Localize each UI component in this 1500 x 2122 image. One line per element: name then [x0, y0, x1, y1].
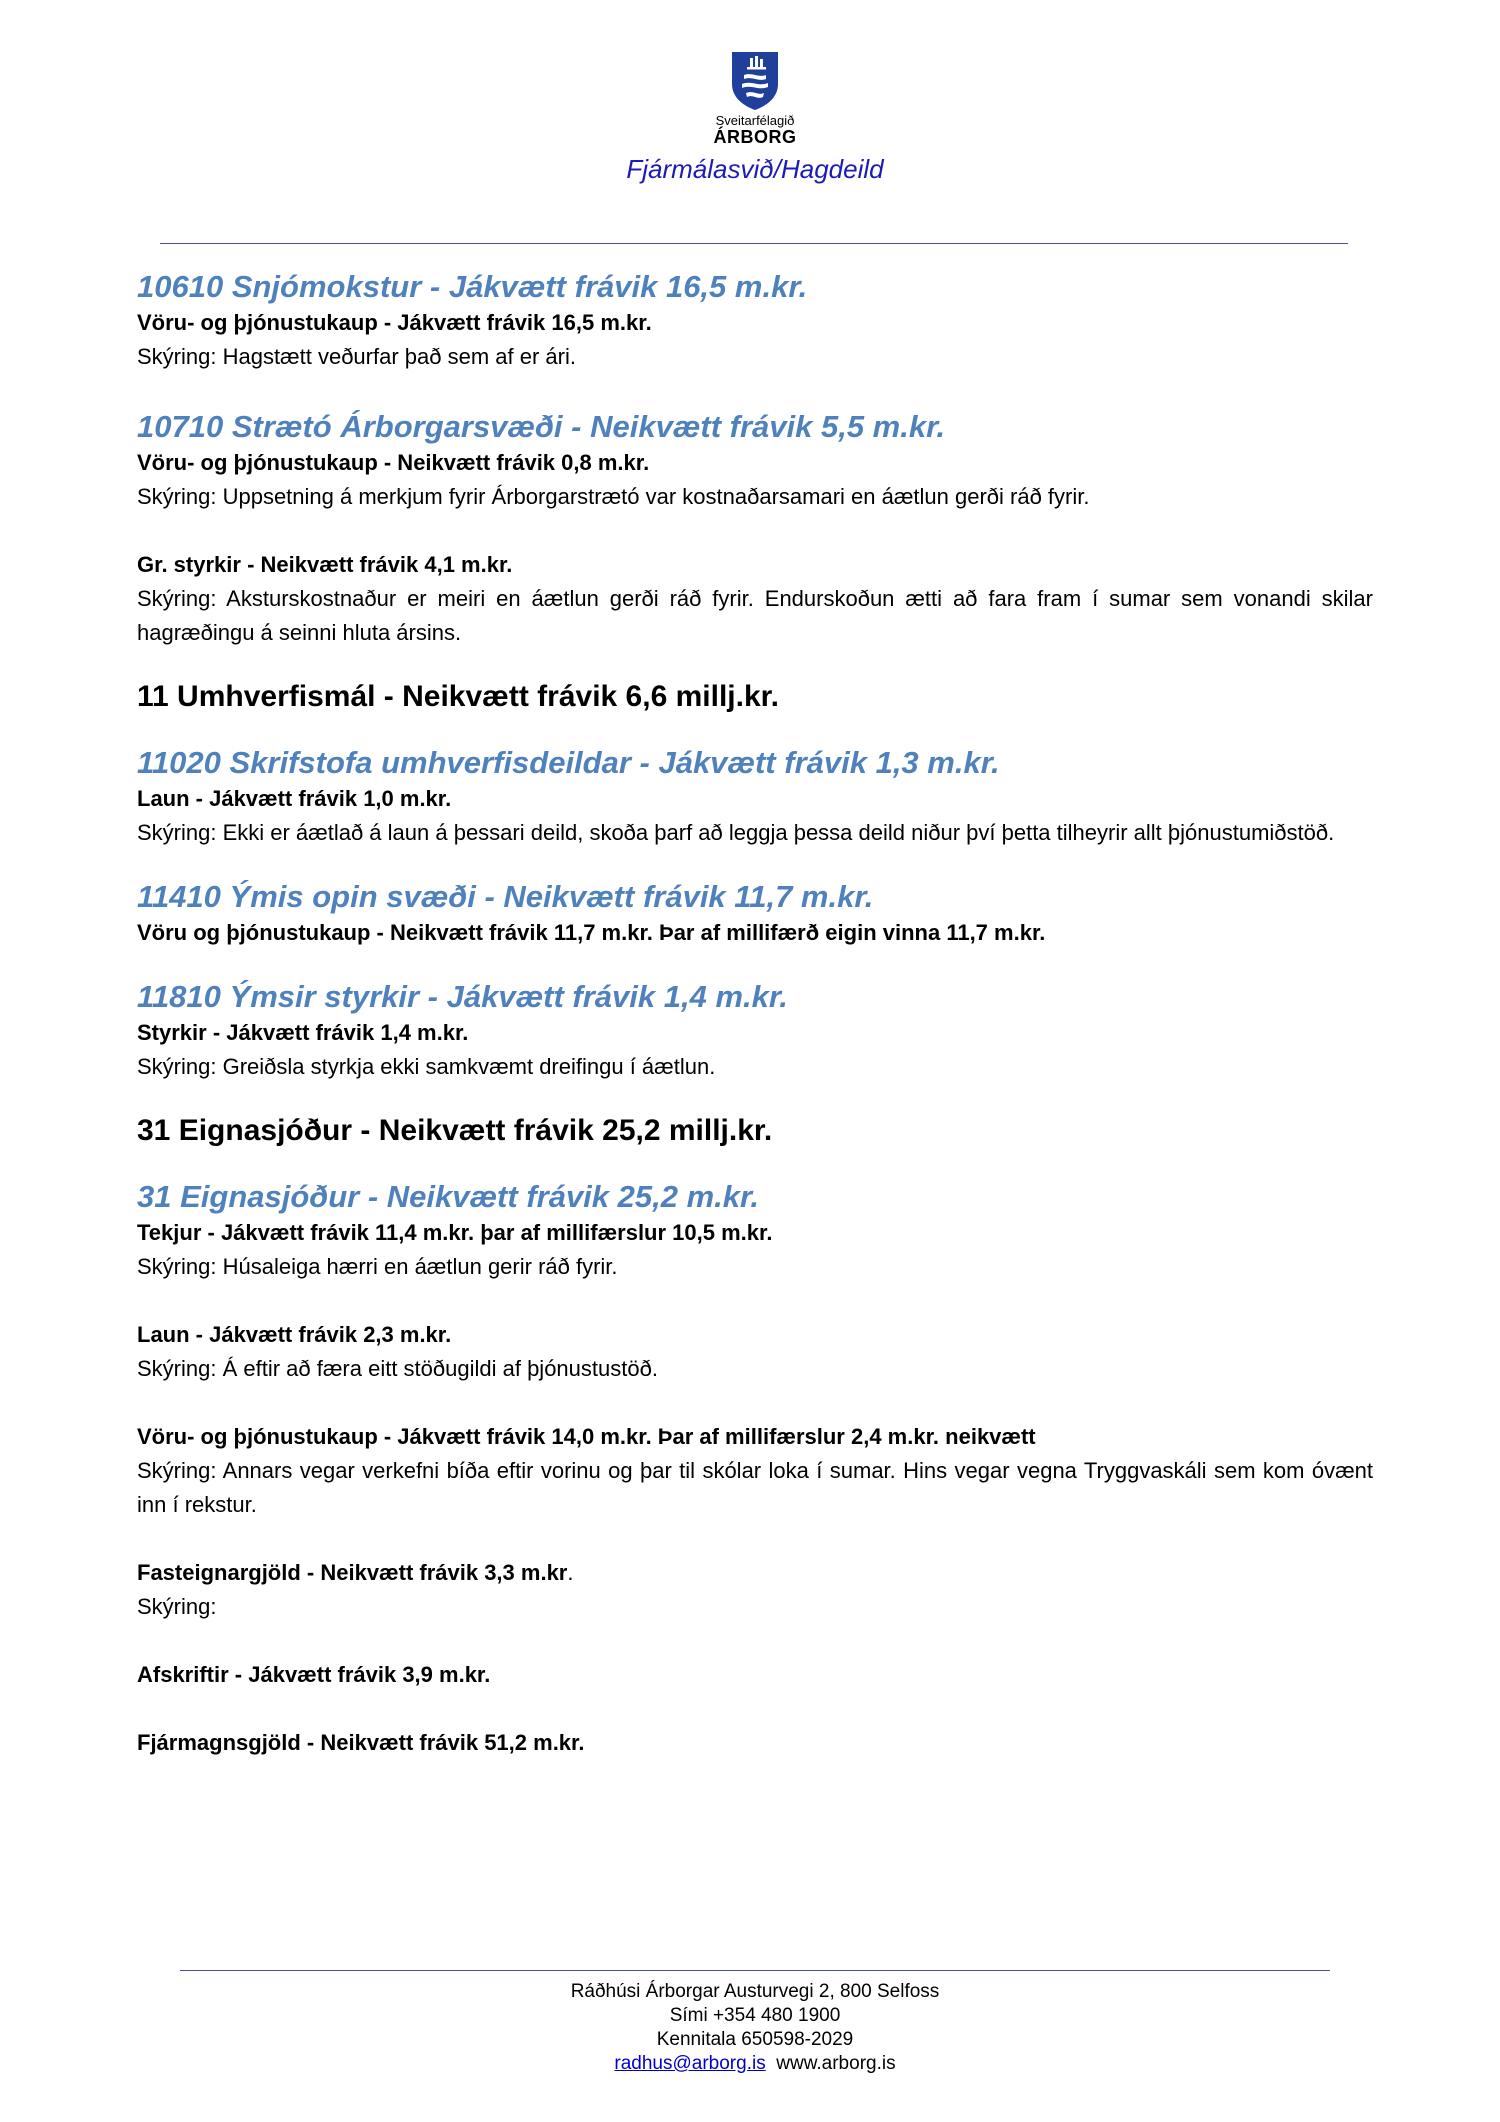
entry-title: Styrkir - Jákvætt frávik 1,4 m.kr. [137, 1020, 469, 1045]
entry-explanation: Skýring: Ekki er áætlað á laun á þessari deild, skoða þarf að leggja þessa deild niður því þetta tilheyrir allt þjónustumiðstöð. [137, 820, 1335, 845]
entry-explanation: Skýring: Annars vegar verkefni bíða eftir vorinu og þar til skólar loka í sumar. Hins vegar vegna Tryggvaskáli sem kom óvænt inn í rekstur. [137, 1458, 1373, 1517]
entry-title: Afskriftir - Jákvætt frávik 3,9 m.kr. [137, 1662, 491, 1687]
section-heading-10710: 10710 Strætó Árborgarsvæði - Neikvætt frávik 5,5 m.kr. [137, 409, 946, 444]
entry-title: Fasteignargjöld - Neikvætt frávik 3,3 m.kr [137, 1560, 568, 1585]
section-heading-11810: 11810 Ýmsir styrkir - Jákvætt frávik 1,4 m.kr. [137, 979, 788, 1014]
entry-title: Laun - Jákvætt frávik 2,3 m.kr. [137, 1322, 452, 1347]
section-heading-31: 31 Eignasjóður - Neikvætt frávik 25,2 m.kr. [137, 1179, 759, 1214]
footer-contact [450, 2052, 1060, 2076]
chapter-heading-11: 11 Umhverfismál - Neikvætt frávik 6,6 millj.kr. [137, 680, 779, 713]
header-divider [160, 243, 1348, 244]
logo-text-arborg: ÁRBORG [713, 127, 797, 147]
entry-explanation: Skýring: Á eftir að færa eitt stöðugildi af þjónustustöð. [137, 1356, 658, 1381]
chapter-heading-31: 31 Eignasjóður - Neikvætt frávik 25,2 millj.kr. [137, 1114, 773, 1147]
entry-title: Fjármagnsgjöld - Neikvætt frávik 51,2 m.kr. [137, 1730, 585, 1755]
entry-explanation: Skýring: [137, 1594, 217, 1619]
footer-website[interactable]: www.arborg.is [776, 2053, 896, 2074]
entry-explanation: Skýring: Uppsetning á merkjum fyrir Árborgarstrætó var kostnaðarsamari en áætlun gerði ráð fyrir. [137, 484, 1090, 509]
entry-title: Vöru og þjónustukaup - Neikvætt frávik 11,7 m.kr. Þar af millifærð eigin vinna 11,7 m.kr. [137, 920, 1046, 945]
section-heading-11020: 11020 Skrifstofa umhverfisdeildar - Jákvætt frávik 1,3 m.kr. [137, 745, 1000, 780]
entry-title: Vöru- og þjónustukaup - Jákvætt frávik 14,0 m.kr. Þar af millifærslur 2,4 m.kr. neikvætt [137, 1424, 1036, 1449]
section-heading-10610: 10610 Snjómokstur - Jákvætt frávik 16,5 m.kr. [137, 269, 808, 304]
entry-title-period: . [567, 1560, 574, 1585]
entry-title: Vöru- og þjónustukaup - Neikvætt frávik 0,8 m.kr. [137, 450, 650, 475]
entry-explanation: Skýring: Greiðsla styrkja ekki samkvæmt dreifingu í áætlun. [137, 1054, 716, 1079]
entry-explanation: Skýring: Aksturskostnaður er meiri en áætlun gerði ráð fyrir. Endurskoðun ætti að fara fram í sumar sem vonandi skilar hagræðingu á seinni hluta ársins. [137, 586, 1373, 645]
arborg-crest-icon [730, 50, 780, 112]
logo-text-municipality: Sveitarfélagið [715, 113, 795, 128]
report-body [137, 268, 1373, 1760]
entry-title-line [137, 1556, 1373, 1590]
entry-explanation: Skýring: Húsaleiga hærri en áætlun gerir ráð fyrir. [137, 1254, 618, 1279]
footer-divider [180, 1970, 1330, 1971]
footer-email-link[interactable]: radhus@arborg.is [614, 2053, 766, 2074]
footer-phone: Sími +354 480 1900 [669, 2005, 841, 2026]
entry-title: Tekjur - Jákvætt frávik 11,4 m.kr. þar af millifærslur 10,5 m.kr. [137, 1220, 773, 1245]
entry-title: Laun - Jákvætt frávik 1,0 m.kr. [137, 786, 452, 811]
department-title: Fjármálasvið/Hagdeild [626, 154, 884, 184]
footer-address: Ráðhúsi Árborgar Austurvegi 2, 800 Selfoss [570, 1981, 940, 2002]
entry-explanation: Skýring: Hagstætt veðurfar það sem af er ári. [137, 344, 576, 369]
entry-title: Gr. styrkir - Neikvætt frávik 4,1 m.kr. [137, 552, 513, 577]
section-heading-11410: 11410 Ýmis opin svæði - Neikvætt frávik 11,7 m.kr. [137, 879, 874, 914]
footer [450, 1980, 1060, 2076]
footer-kennitala: Kennitala 650598-2029 [656, 2029, 854, 2050]
entry-title: Vöru- og þjónustukaup - Jákvætt frávik 16,5 m.kr. [137, 310, 652, 335]
